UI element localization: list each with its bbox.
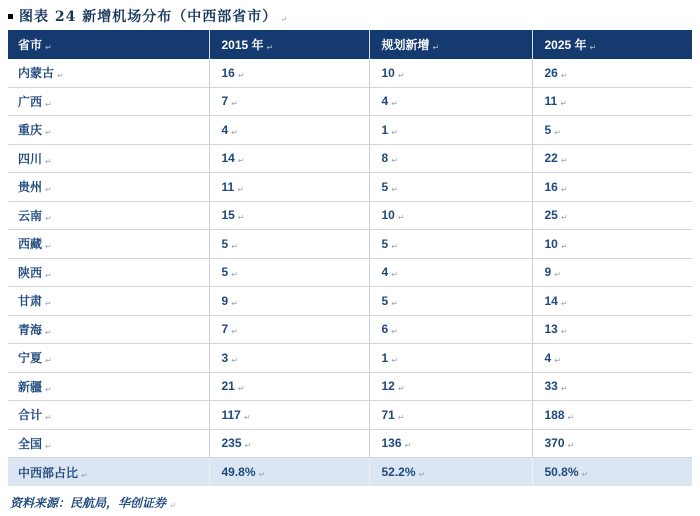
table-row-national <box>8 429 692 458</box>
paragraph-mark-artifact: ↵ <box>432 42 440 52</box>
paragraph-mark-artifact: ↵ <box>45 185 52 195</box>
paragraph-mark-artifact: ↵ <box>243 412 251 422</box>
table-row <box>8 59 692 88</box>
paragraph-mark-artifact: ↵ <box>391 99 398 109</box>
province-cell: 贵州 ↵ <box>8 173 209 202</box>
province-cell: 重庆 ↵ <box>8 116 209 145</box>
value-cell-2015: 21 ↵ <box>209 372 369 401</box>
header-cell-2025: 2025 年 ↵ <box>532 30 692 59</box>
table-row <box>8 372 692 401</box>
paragraph-mark-artifact: ↵ <box>391 355 398 365</box>
paragraph-mark-artifact: ↵ <box>231 298 238 308</box>
province-cell: 新疆 ↵ <box>8 372 209 401</box>
paragraph-mark-artifact: ↵ <box>244 441 252 451</box>
table-row-share-highlight <box>8 458 692 487</box>
value-cell-planned: 6 ↵ <box>369 315 532 344</box>
paragraph-mark-artifact: ↵ <box>45 384 52 394</box>
figure-title <box>8 4 288 28</box>
value-cell-2025: 22 ↵ <box>532 144 692 173</box>
province-cell: 陕西 ↵ <box>8 258 209 287</box>
value-cell-planned: 8 ↵ <box>369 144 532 173</box>
paragraph-mark-artifact: ↵ <box>45 299 52 309</box>
value-cell-2025: 14 ↵ <box>532 287 692 316</box>
paragraph-mark-artifact: ↵ <box>560 184 568 194</box>
paragraph-mark-artifact: ↵ <box>589 42 597 52</box>
paragraph-mark-artifact: ↵ <box>45 327 52 337</box>
paragraph-mark-artifact: ↵ <box>404 441 412 451</box>
value-cell-2025: 33 ↵ <box>532 372 692 401</box>
value-cell-planned: 5 ↵ <box>369 287 532 316</box>
value-cell-2015: 4 ↵ <box>209 116 369 145</box>
paragraph-mark-artifact: ↵ <box>45 441 52 451</box>
paragraph-mark-artifact: ↵ <box>57 71 64 80</box>
value-cell-2025: 11 ↵ <box>532 87 692 116</box>
airports-table <box>8 30 692 486</box>
paragraph-mark-artifact: ↵ <box>391 298 398 308</box>
paragraph-mark-artifact: ↵ <box>391 327 398 337</box>
value-cell-planned: 52.2% ↵ <box>369 458 532 487</box>
table-row <box>8 201 692 230</box>
value-cell-planned: 5 ↵ <box>369 173 532 202</box>
province-cell: 全国 ↵ <box>8 429 209 458</box>
value-cell-2015: 16 ↵ <box>209 59 369 88</box>
province-cell: 甘肃 ↵ <box>8 287 209 316</box>
table-row <box>8 344 692 373</box>
paragraph-mark-artifact: ↵ <box>560 298 568 308</box>
paragraph-mark-artifact: ↵ <box>45 413 52 423</box>
value-cell-planned: 5 ↵ <box>369 230 532 259</box>
value-cell-2025: 50.8% ↵ <box>532 458 692 487</box>
value-cell-2025: 9 ↵ <box>532 258 692 287</box>
value-cell-2015: 15 ↵ <box>209 201 369 230</box>
source-note: 资料来源：民航局，华创证券 ↵ <box>10 496 176 510</box>
paragraph-mark-artifact: ↵ <box>231 270 238 280</box>
paragraph-mark-artifact: ↵ <box>45 42 52 52</box>
table-row <box>8 87 692 116</box>
paragraph-mark-artifact: ↵ <box>560 70 568 80</box>
paragraph-mark-artifact: ↵ <box>391 270 398 280</box>
paragraph-mark-artifact: ↵ <box>397 384 405 394</box>
value-cell-planned: 12 ↵ <box>369 372 532 401</box>
paragraph-mark-artifact: ↵ <box>560 327 568 337</box>
paragraph-mark-artifact: ↵ <box>45 99 52 109</box>
value-cell-2015: 7 ↵ <box>209 315 369 344</box>
province-cell: 合计 ↵ <box>8 401 209 430</box>
value-cell-2015: 5 ↵ <box>209 258 369 287</box>
paragraph-mark-artifact: ↵ <box>567 441 575 451</box>
value-cell-2015: 5 ↵ <box>209 230 369 259</box>
value-cell-2025: 13 ↵ <box>532 315 692 344</box>
paragraph-mark-artifact: ↵ <box>397 412 405 422</box>
table-header-row <box>8 30 692 59</box>
paragraph-mark-artifact: ↵ <box>231 241 238 251</box>
paragraph-mark-artifact: ↵ <box>45 128 52 138</box>
paragraph-mark-artifact: ↵ <box>560 384 568 394</box>
province-cell: 西藏 ↵ <box>8 230 209 259</box>
paragraph-mark-artifact: ↵ <box>560 156 568 166</box>
value-cell-2015: 7 ↵ <box>209 87 369 116</box>
value-cell-planned: 4 ↵ <box>369 87 532 116</box>
header-cell-province: 省市 ↵ <box>8 30 209 59</box>
paragraph-mark-artifact: ↵ <box>391 241 398 251</box>
paragraph-mark-artifact: ↵ <box>231 355 238 365</box>
value-cell-planned: 10 ↵ <box>369 59 532 88</box>
province-cell: 宁夏 ↵ <box>8 344 209 373</box>
value-cell-2025: 25 ↵ <box>532 201 692 230</box>
paragraph-mark-artifact: ↵ <box>45 270 52 280</box>
paragraph-mark-artifact: ↵ <box>397 213 405 223</box>
table-row <box>8 144 692 173</box>
table-row-total <box>8 401 692 430</box>
paragraph-mark-artifact: ↵ <box>567 412 575 422</box>
paragraph-mark-artifact: ↵ <box>45 242 52 252</box>
figure-title-text: 图表 24 新增机场分布（中西部省市） ↵ <box>19 9 288 25</box>
table-row <box>8 287 692 316</box>
province-cell: 内蒙古 ↵ <box>8 59 209 88</box>
paragraph-mark-artifact: ↵ <box>81 470 88 480</box>
province-cell: 广西 ↵ <box>8 87 209 116</box>
paragraph-mark-artifact: ↵ <box>397 70 405 80</box>
value-cell-2025: 26 ↵ <box>532 59 692 88</box>
value-cell-2025: 5 ↵ <box>532 116 692 145</box>
paragraph-mark-artifact: ↵ <box>231 99 238 109</box>
value-cell-planned: 1 ↵ <box>369 344 532 373</box>
paragraph-mark-artifact: ↵ <box>45 213 52 223</box>
value-cell-2015: 49.8% ↵ <box>209 458 369 487</box>
value-cell-planned: 71 ↵ <box>369 401 532 430</box>
value-cell-2025: 188 ↵ <box>532 401 692 430</box>
table-row <box>8 315 692 344</box>
value-cell-planned: 1 ↵ <box>369 116 532 145</box>
value-cell-2015: 3 ↵ <box>209 344 369 373</box>
paragraph-mark-artifact: ↵ <box>554 355 561 365</box>
province-cell: 中西部占比 ↵ <box>8 458 209 487</box>
bullet-square-icon <box>8 14 13 19</box>
province-cell: 青海 ↵ <box>8 315 209 344</box>
paragraph-mark-artifact: ↵ <box>45 156 52 166</box>
paragraph-mark-artifact: ↵ <box>266 42 274 52</box>
value-cell-2015: 9 ↵ <box>209 287 369 316</box>
paragraph-mark-artifact: ↵ <box>418 470 426 479</box>
paragraph-mark-artifact: ↵ <box>231 127 238 137</box>
paragraph-mark-artifact: ↵ <box>280 15 288 24</box>
paragraph-mark-artifact: ↵ <box>237 384 245 394</box>
value-cell-2025: 16 ↵ <box>532 173 692 202</box>
paragraph-mark-artifact: ↵ <box>554 270 561 280</box>
table-row <box>8 258 692 287</box>
paragraph-mark-artifact: ↵ <box>237 213 245 223</box>
value-cell-planned: 4 ↵ <box>369 258 532 287</box>
paragraph-mark-artifact: ↵ <box>560 213 568 223</box>
value-cell-planned: 10 ↵ <box>369 201 532 230</box>
province-cell: 云南 ↵ <box>8 201 209 230</box>
value-cell-2025: 370 ↵ <box>532 429 692 458</box>
paragraph-mark-artifact: ↵ <box>45 356 52 366</box>
value-cell-2025: 10 ↵ <box>532 230 692 259</box>
paragraph-mark-artifact: ↵ <box>554 127 561 137</box>
header-cell-planned: 规划新增 ↵ <box>369 30 532 59</box>
paragraph-mark-artifact: ↵ <box>560 241 568 251</box>
value-cell-2025: 4 ↵ <box>532 344 692 373</box>
value-cell-2015: 117 ↵ <box>209 401 369 430</box>
header-cell-2015: 2015 年 ↵ <box>209 30 369 59</box>
province-cell: 四川 ↵ <box>8 144 209 173</box>
paragraph-mark-artifact: ↵ <box>237 156 245 166</box>
paragraph-mark-artifact: ↵ <box>169 501 176 510</box>
paragraph-mark-artifact: ↵ <box>231 327 238 337</box>
value-cell-2015: 11 ↵ <box>209 173 369 202</box>
value-cell-planned: 136 ↵ <box>369 429 532 458</box>
table-row <box>8 173 692 202</box>
paragraph-mark-artifact: ↵ <box>391 156 398 166</box>
paragraph-mark-artifact: ↵ <box>560 99 567 109</box>
paragraph-mark-artifact: ↵ <box>237 70 245 80</box>
paragraph-mark-artifact: ↵ <box>258 470 266 479</box>
paragraph-mark-artifact: ↵ <box>391 184 398 194</box>
table-row <box>8 230 692 259</box>
paragraph-mark-artifact: ↵ <box>237 184 244 194</box>
paragraph-mark-artifact: ↵ <box>581 470 589 479</box>
value-cell-2015: 235 ↵ <box>209 429 369 458</box>
table-row <box>8 116 692 145</box>
value-cell-2015: 14 ↵ <box>209 144 369 173</box>
paragraph-mark-artifact: ↵ <box>391 127 398 137</box>
